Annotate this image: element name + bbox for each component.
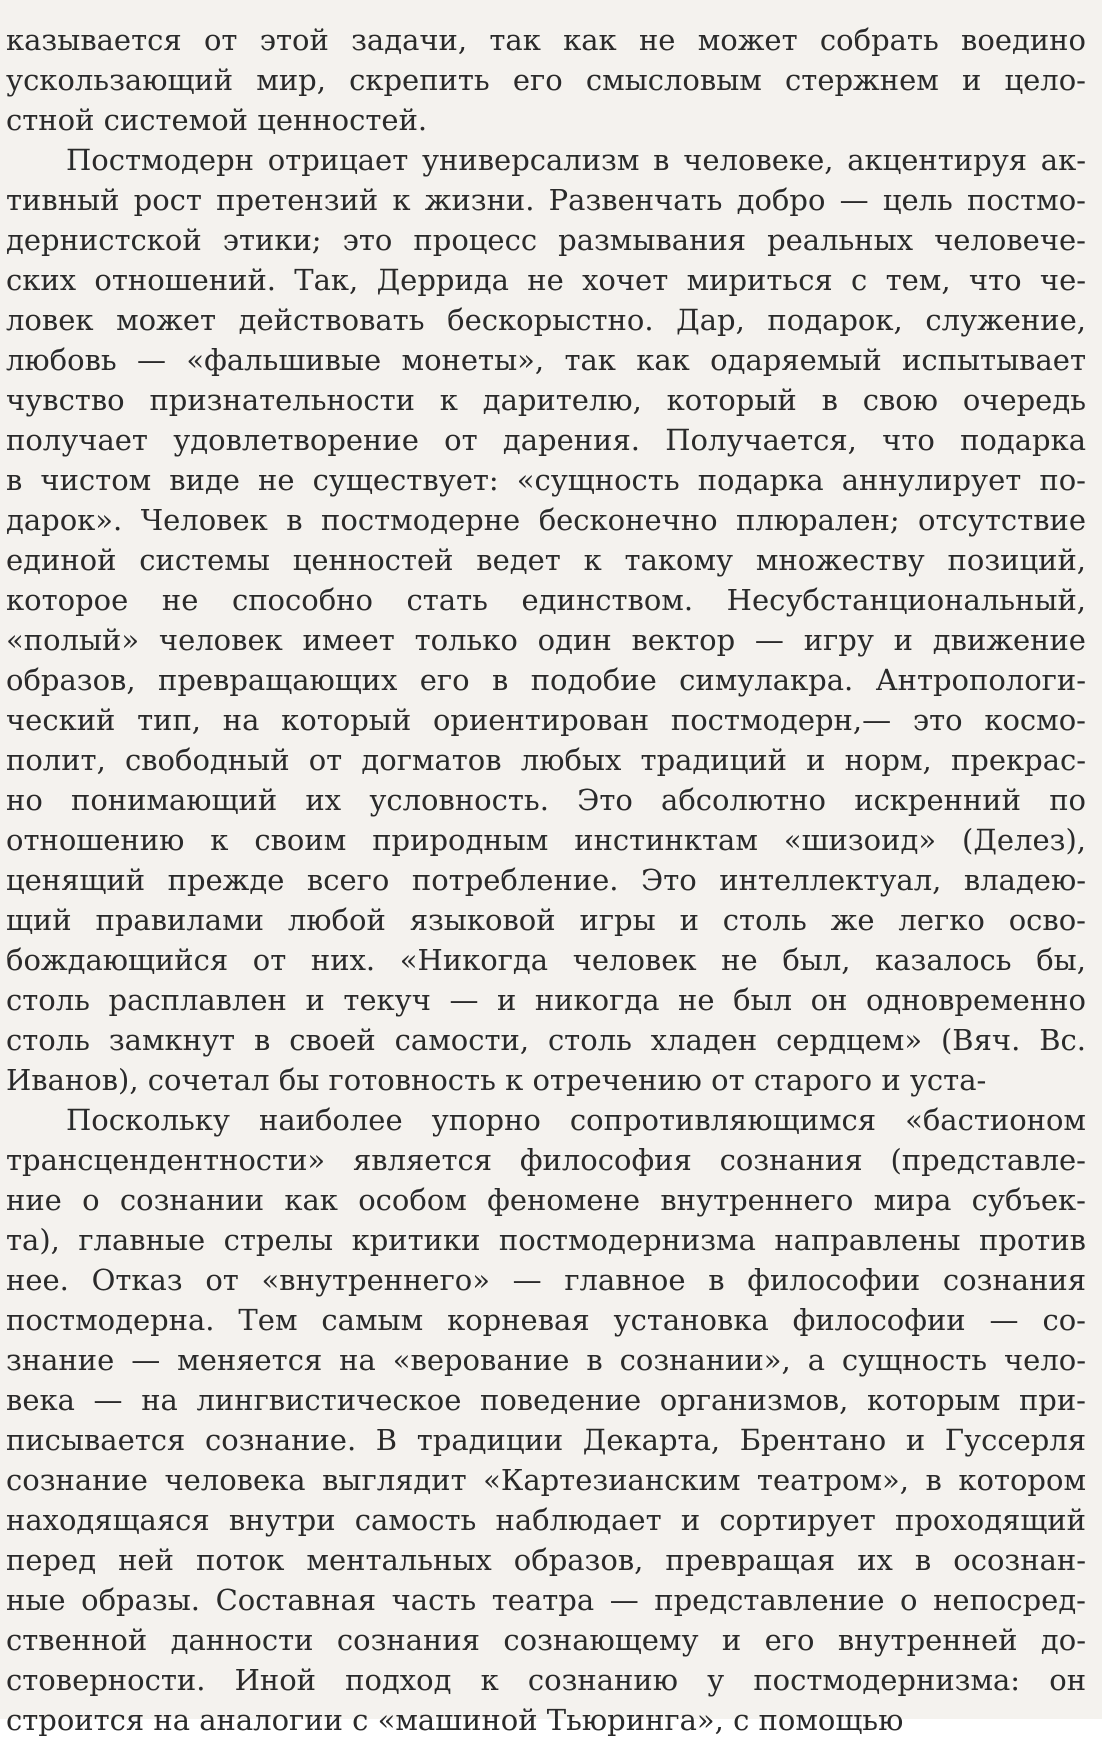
paragraph-2 <box>6 140 1086 1100</box>
text-line: «полый» человек имеет только один вектор — игру и движение <box>6 623 1086 657</box>
text-line: дернистской этики; это процесс размывания реальных человече- <box>6 223 1086 257</box>
text-line: столь расплавлен и текуч — и никогда не был он одновременно <box>6 983 1086 1017</box>
text-line: ческий тип, на который ориентирован постмодерн,— это космо- <box>6 703 1086 737</box>
text-line: постмодерна. Тем самым корневая установка философии — со- <box>6 1303 1086 1337</box>
text-line: столь замкнут в своей самости, столь хладен сердцем» (Вяч. Вс. <box>6 1023 1086 1057</box>
text-line: Поскольку наиболее упорно сопротивляющимся «бастионом <box>66 1103 1086 1137</box>
text-line: находящаяся внутри самость наблюдает и сортирует проходящий <box>6 1503 1086 1537</box>
text-line: стной системой ценностей. <box>6 103 428 137</box>
text-line: в чистом виде не существует: «сущность подарка аннулирует по- <box>6 463 1086 497</box>
text-line: ловек может действовать бескорыстно. Дар, подарок, служение, <box>6 303 1086 337</box>
text-line: казывается от этой задачи, так как не может собрать воедино <box>6 23 1086 57</box>
text-line: получает удовлетворение от дарения. Получается, что подарка <box>6 423 1087 457</box>
text-line: трансцендентности» является философия сознания (представле- <box>6 1143 1086 1177</box>
text-line: та), главные стрелы критики постмодернизма направлены против <box>6 1223 1087 1257</box>
text-line: Постмодерн отрицает универсализм в человеке, акцентируя ак- <box>66 143 1087 177</box>
text-line: Иванов), сочетал бы готовность к отречению от старого и уста- <box>6 1063 987 1097</box>
text-line: века — на лингвистическое поведение организмов, которым при- <box>6 1383 1086 1417</box>
text-line: сознание человека выглядит «Картезианским театром», в котором <box>6 1463 1087 1497</box>
text-line: которое не способно стать единством. Несубстанциональный, <box>6 583 1087 617</box>
text-line: строится на аналогии с «машиной Тьюринга», с помощью <box>6 1703 904 1737</box>
text-line: отношению к своим природным инстинктам «шизоид» (Делез), <box>6 823 1087 857</box>
text-line: но понимающий их условность. Это абсолютно искренний по <box>6 783 1086 817</box>
text-line: писывается сознание. В традиции Декарта, Брентано и Гуссерля <box>6 1423 1087 1457</box>
paragraph-3 <box>6 1100 1086 1740</box>
text-line: тивный рост претензий к жизни. Развенчать добро — цель постмо- <box>6 183 1086 217</box>
text-line: ских отношений. Так, Деррида не хочет мириться с тем, что че- <box>6 263 1087 297</box>
text-line: ускользающий мир, скрепить его смысловым стержнем и цело- <box>6 63 1086 97</box>
text-line: единой системы ценностей ведет к такому множеству позиций, <box>6 543 1087 577</box>
text-line: нее. Отказ от «внутреннего» — главное в философии сознания <box>6 1263 1087 1297</box>
text-line: ние о сознании как особом феномене внутреннего мира субъек- <box>6 1183 1086 1217</box>
text-line: перед ней поток ментальных образов, превращая их в осознан- <box>6 1543 1086 1577</box>
text-line: дарок». Человек в постмодерне бесконечно плюрален; отсутствие <box>6 503 1087 537</box>
text-line: образов, превращающих его в подобие симулакра. Антропологи- <box>6 663 1087 697</box>
text-line: ценящий прежде всего потребление. Это интеллектуал, владею- <box>6 863 1087 897</box>
text-line: знание — меняется на «верование в сознании», а сущность чело- <box>6 1343 1087 1377</box>
text-line: бождающийся от них. «Никогда человек не был, казалось бы, <box>6 943 1086 977</box>
text-line: стоверности. Иной подход к сознанию у постмодернизма: он <box>6 1663 1087 1697</box>
text-line: щий правилами любой языковой игры и столь же легко осво- <box>6 903 1086 937</box>
text-line: чувство признательности к дарителю, который в свою очередь <box>6 383 1086 417</box>
text-line: ственной данности сознания сознающему и его внутренней до- <box>6 1623 1086 1657</box>
text-line: любовь — «фальшивые монеты», так как одаряемый испытывает <box>6 343 1086 377</box>
paragraph-1 <box>6 20 1086 140</box>
text-line: ные образы. Составная часть театра — представление о непосред- <box>6 1583 1086 1617</box>
text-line: полит, свободный от догматов любых традиций и норм, прекрас- <box>6 743 1087 777</box>
body-text <box>6 20 1086 1740</box>
